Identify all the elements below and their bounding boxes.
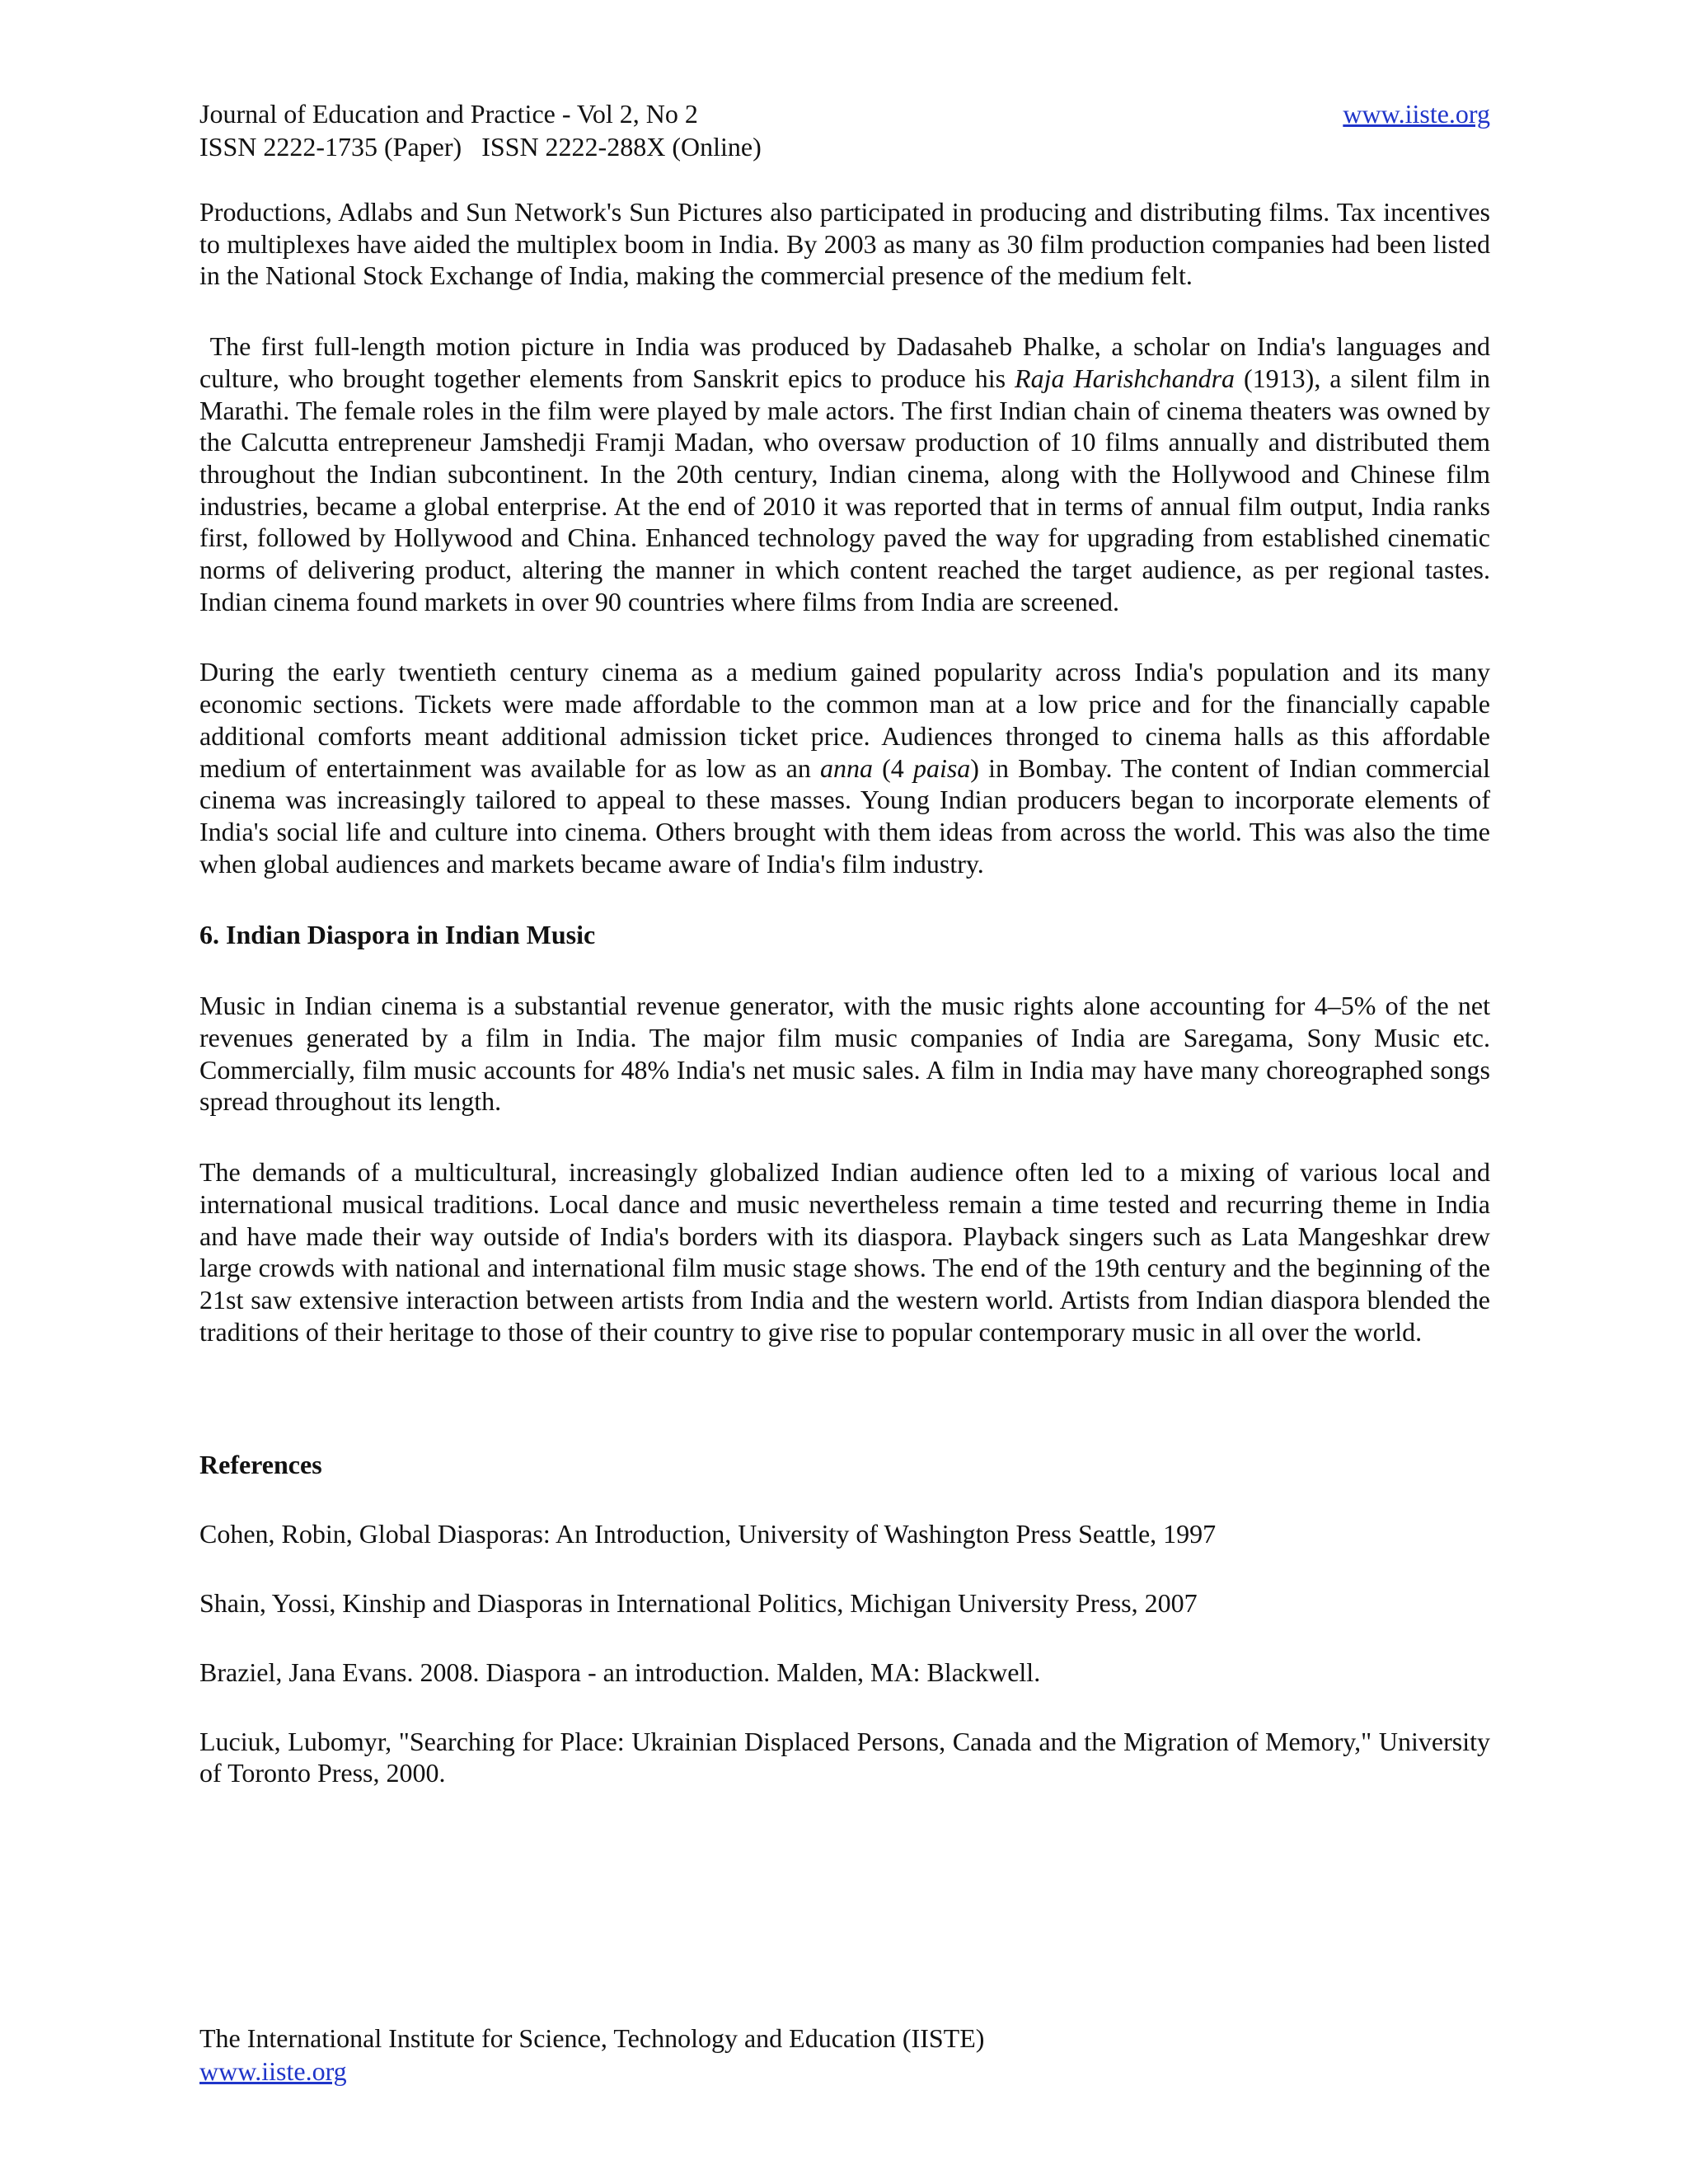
page-content (199, 97, 1498, 1789)
header-website-link[interactable]: www.iiste.org (1343, 99, 1490, 129)
paragraph-music-revenue: Music in Indian cinema is a substantial revenue generator, with the music rights alone accounting for 4–5% of the net revenues generated by a film in India. The major film music companies of India are Saregama, Sony Music etc. Commercially, film music accounts for 48% India's net music sales. A film in India may have many choreographed songs spread throughout its length. (199, 991, 1490, 1117)
paragraph-text: The first full-length motion picture in India was produced by Dadasaheb Phalke, a scholar on India's languages and culture, who brought together elements from Sanskrit epics to produce his (199, 331, 1498, 393)
reference-item: Luciuk, Lubomyr, "Searching for Place: Ukrainian Displaced Persons, Canada and the Migration of Memory," University of Toronto Press, 2000. (199, 1726, 1490, 1788)
paragraph-productions: Productions, Adlabs and Sun Network's Sun Pictures also participated in producing and distributing films. Tax incentives to multiplexes have aided the multiplex boom in India. By 2003 as many as 30 film production companies had been listed in the National Stock Exchange of India, making the commercial presence of the medium felt. (199, 197, 1490, 291)
references-heading: References (199, 1450, 322, 1480)
paragraph-text: During the early twentieth century cinema as a medium gained popularity across India's population and its many economic sections. Tickets were made affordable to the common man at a low price and for the financially capable additional comforts meant additional admission ticket price. Audiences thronged to cinema halls as this affordable medium of entertainment was available for as low as an (199, 657, 1490, 783)
running-header (199, 97, 1490, 130)
paragraph-text: (1913), a silent film in Marathi. The female roles in the film were played by male actors. The first Indian chain of cinema theaters was owned by the Calcutta entrepreneur Jamshedji Framji Madan, who oversaw production of 10 films annually and distributed them throughout the Indian subcontinent. In the 20th century, Indian cinema, along with the Hollywood and Chinese film industries, became a global enterprise. At the end of 2010 it was reported that in terms of annual film output, India ranks first, followed by Hollywood and China. Enhanced technology paved the way for upgrading from established cinematic norms of delivering product, altering the manner in which content reached the target audience, as per regional tastes. Indian cinema found markets in over 90 countries where films from India are screened. (199, 363, 1491, 616)
journal-title: Journal of Education and Practice - Vol 2, No 2 (199, 99, 698, 129)
currency-italic: paisa (912, 752, 971, 783)
film-title-italic: Raja Harishchandra (1015, 363, 1236, 393)
reference-item: Shain, Yossi, Kinship and Diasporas in International Politics, Michigan University Press, 2007 (199, 1588, 1198, 1619)
footer-website-link[interactable]: www.iiste.org (199, 2056, 347, 2086)
paragraph-early-twentieth-century (199, 656, 1490, 879)
paragraph-text: (4 (873, 752, 913, 783)
paragraph-first-motion-picture (199, 330, 1498, 617)
reference-item: Braziel, Jana Evans. 2008. Diaspora - an introduction. Malden, MA: Blackwell. (199, 1657, 1041, 1687)
footer-institute: The International Institute for Science, Technology and Education (IISTE) (199, 2023, 985, 2053)
issn-line: ISSN 2222-1735 (Paper) ISSN 2222-288X (Online) (199, 132, 762, 162)
paragraph-multicultural-audience: The demands of a multicultural, increasingly globalized Indian audience often led to a mixing of various local and international musical traditions. Local dance and music nevertheless remain a time tested and recurring theme in India and have made their way outside of India's borders with its diaspora. Playback singers such as Lata Mangeshkar drew large crowds with national and international film music stage shows. The end of the 19th century and the beginning of the 21st saw extensive interaction between artists from India and the western world. Artists from Indian diaspora blended the traditions of their heritage to those of their country to give rise to popular contemporary music in all over the world. (199, 1157, 1490, 1347)
paragraph-text: ) in Bombay. The content of Indian commercial cinema was increasingly tailored to appeal to these masses. Young Indian producers began to incorporate elements of India's social life and culture into cinema. Others brought with them ideas from across the world. This was also the time when global audiences and markets became aware of India's film industry. (199, 752, 1491, 879)
currency-italic: anna (820, 752, 873, 783)
section-heading: 6. Indian Diaspora in Indian Music (199, 920, 596, 950)
page-footer (199, 2022, 984, 2088)
reference-item: Cohen, Robin, Global Diasporas: An Introduction, University of Washington Press Seattle, 1997 (199, 1519, 1217, 1549)
